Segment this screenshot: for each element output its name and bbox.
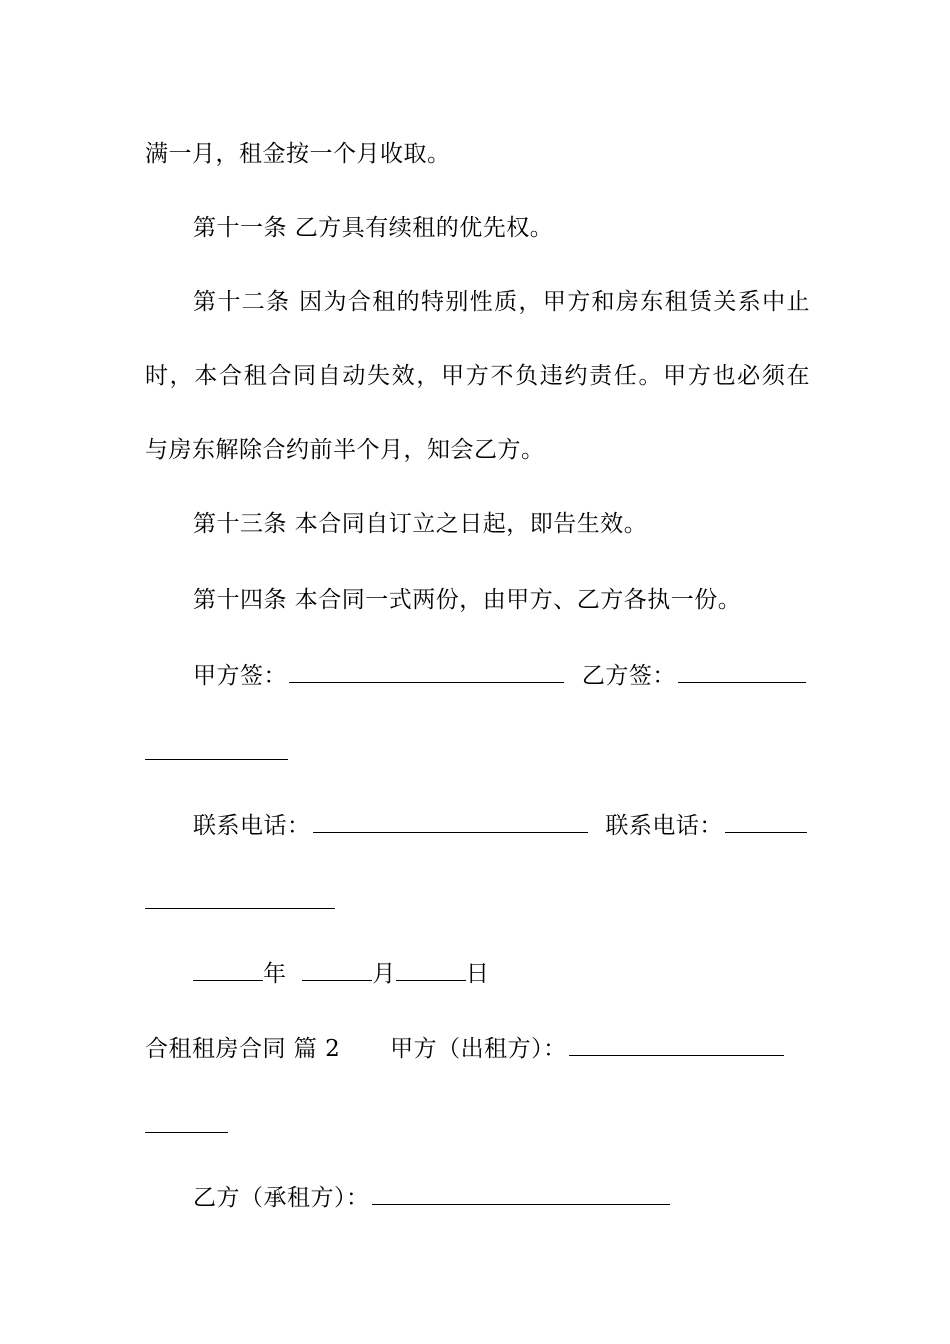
lessee-label: 乙方（承租方）： — [193, 1185, 370, 1211]
party-b-sign-label: 乙方签： — [581, 663, 676, 689]
month-label: 月 — [372, 961, 396, 987]
contract-2-row — [145, 1033, 810, 1065]
party-a-phone-field[interactable] — [313, 810, 588, 833]
party-a-sign-field[interactable] — [289, 660, 564, 683]
day-label: 日 — [465, 961, 490, 987]
clause-13: 第十三条 本合同自订立之日起，即告生效。 — [193, 511, 648, 537]
party-b-sign-field-continuation — [145, 759, 288, 760]
party-b-phone-field[interactable] — [725, 810, 807, 833]
year-field[interactable] — [193, 958, 263, 981]
lessor-field[interactable] — [569, 1033, 784, 1056]
party-b-sign-field[interactable] — [678, 660, 806, 683]
party-a-phone-label: 联系电话： — [193, 813, 311, 839]
clause-14: 第十四条 本合同一式两份，由甲方、乙方各执一份。 — [193, 587, 742, 613]
party-a-sign-label: 甲方签： — [193, 663, 287, 689]
date-row — [193, 958, 810, 990]
paragraph-line: 满一月，租金按一个月收取。 — [145, 141, 451, 167]
month-field[interactable] — [302, 958, 372, 981]
clause-12-line-1: 第十二条 因为合租的特别性质，甲方和房东租赁关系中止 — [193, 289, 810, 315]
clause-12-line-3: 与房东解除合约前半个月，知会乙方。 — [145, 437, 545, 463]
signature-row — [193, 660, 810, 692]
party-b-phone-field-continuation — [145, 908, 335, 909]
phone-row — [193, 810, 810, 842]
lessee-row — [193, 1182, 810, 1214]
lessor-label: 甲方（出租方）： — [390, 1036, 567, 1062]
contract-2-title: 合租租房合同 篇 2 — [145, 1036, 341, 1062]
lessor-field-continuation — [145, 1132, 228, 1133]
clause-12-line-2: 时，本合租合同自动失效，甲方不负违约责任。甲方也必须在 — [145, 363, 810, 389]
lessee-field[interactable] — [372, 1182, 670, 1205]
year-label: 年 — [263, 961, 287, 987]
party-b-phone-label: 联系电话： — [605, 813, 723, 839]
day-field[interactable] — [396, 958, 466, 981]
clause-11: 第十一条 乙方具有续租的优先权。 — [193, 215, 554, 241]
